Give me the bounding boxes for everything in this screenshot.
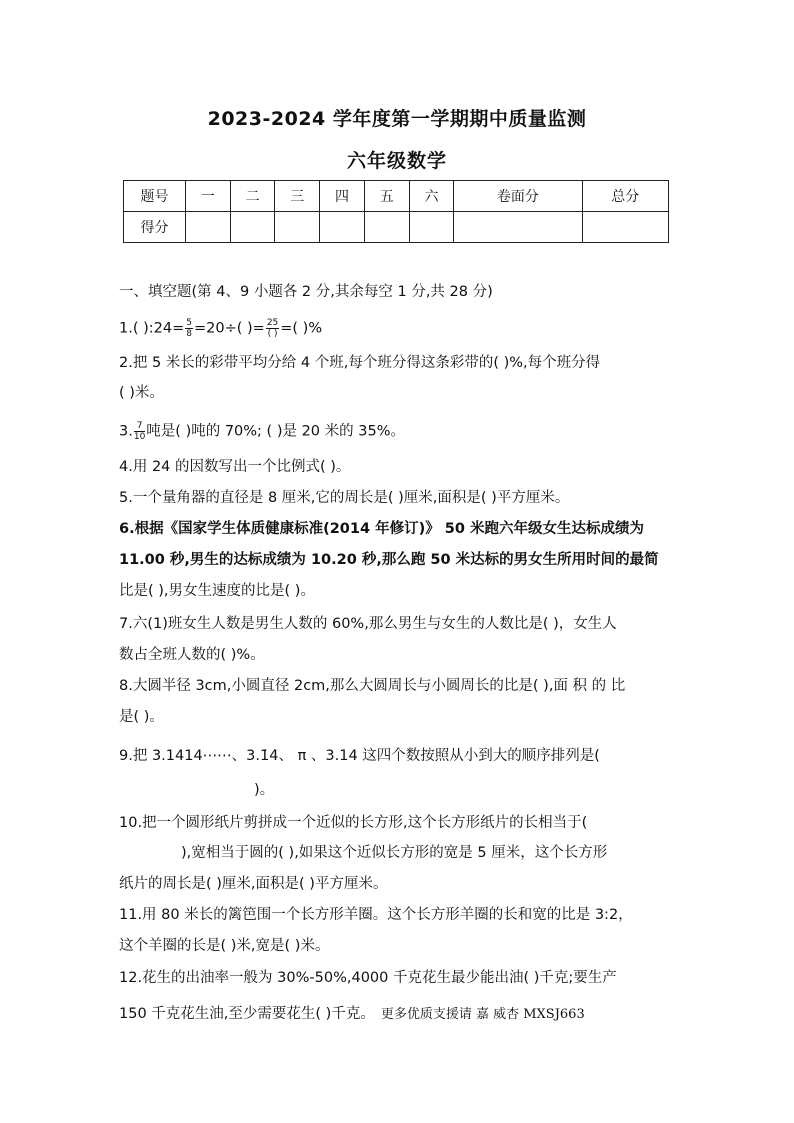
score-header-cell: 四 — [320, 181, 365, 212]
section-heading: 一、填空题(第 4、9 小题各 2 分,其余每空 1 分,共 28 分) — [119, 284, 493, 300]
q3-text: 吨是( )吨的 70%; ( )是 20 米的 35%。 — [146, 423, 405, 440]
question-8-line-2: 是( )。 — [119, 709, 164, 725]
q1-text-a: 1.( ):24= — [119, 320, 185, 337]
page-subtitle: 六年级数学 — [346, 150, 447, 172]
score-header-cell: 五 — [364, 181, 409, 212]
page-title: 2023-2024 学年度第一学期期中质量监测 — [207, 108, 587, 130]
q3-number: 3. — [119, 423, 133, 440]
q1-fraction-2 — [266, 318, 279, 339]
fraction-numerator: 25 — [266, 318, 279, 328]
q1-text-b: =20÷( )= — [193, 320, 265, 337]
question-11-line-1: 11.用 80 米长的篱笆围一个长方形羊圈。这个长方形羊圈的长和宽的比是 3:2， — [119, 907, 633, 923]
score-header-cell: 三 — [275, 181, 320, 212]
score-header-cell: 题号 — [124, 181, 186, 212]
score-cell[interactable] — [320, 212, 365, 243]
question-7-line-1: 7.六(1)班女生人数是男生人数的 60%,那么男生与女生的人数比是( )，女生人 — [119, 616, 617, 632]
score-cell[interactable] — [454, 212, 582, 243]
question-3 — [119, 421, 405, 442]
score-cell[interactable] — [582, 212, 668, 243]
score-cell[interactable] — [409, 212, 454, 243]
question-8-line-1: 8.大圆半径 3cm,小圆直径 2cm,那么大圆周长与小圆周长的比是( ),面 积 的 比 — [119, 678, 626, 694]
question-6-line-3: 比是( ),男女生速度的比是( )。 — [119, 583, 315, 599]
question-10-line-1: 10.把一个圆形纸片剪拼成一个近似的长方形,这个长方形纸片的长相当于( — [119, 815, 588, 831]
question-7-line-2: 数占全班人数的( )%。 — [119, 647, 265, 663]
score-cell[interactable] — [364, 212, 409, 243]
score-header-cell: 卷面分 — [454, 181, 582, 212]
score-cell[interactable] — [275, 212, 320, 243]
question-12-line-2 — [119, 1004, 585, 1025]
score-table-header-row — [124, 181, 669, 212]
question-11-line-2: 这个羊圈的长是( )米,宽是( )米。 — [119, 938, 330, 954]
score-table-score-row — [124, 212, 669, 243]
score-cell[interactable] — [186, 212, 231, 243]
question-10-line-2: ),宽相当于圆的( ),如果这个近似长方形的宽是 5 厘米，这个长方形 — [181, 845, 608, 861]
fraction-denominator: 8 — [186, 329, 192, 339]
score-row-label: 得分 — [124, 212, 186, 243]
question-6-line-2: 11.00 秒,男生的达标成绩为 10.20 秒,那么跑 50 米达标的男女生所用时间的最简 — [119, 552, 659, 568]
question-9-line-2: )。 — [254, 782, 275, 798]
fraction-numerator: 7 — [134, 421, 145, 432]
watermark-text: 更多优质支援请 嘉 威杏 MXSJ663 — [380, 1007, 585, 1022]
fraction-denominator: 10 — [133, 432, 146, 442]
question-1 — [119, 318, 322, 339]
fraction-denominator: ( ) — [267, 329, 278, 339]
question-4: 4.用 24 的因数写出一个比例式( )。 — [119, 459, 351, 475]
fraction-numerator: 5 — [186, 318, 192, 328]
q3-fraction — [134, 421, 145, 442]
score-header-cell: 一 — [186, 181, 231, 212]
question-5: 5.一个量角器的直径是 8 厘米,它的周长是( )厘米,面积是( )平方厘米。 — [119, 490, 570, 506]
q12-text: 150 千克花生油,至少需要花生( )千克。 — [119, 1006, 375, 1022]
question-9-line-1: 9.把 3.1414⋯⋯、3.1̇4̇、 π 、3.14 这四个数按照从小到大的顺序排列是( — [119, 748, 600, 764]
score-table — [123, 180, 669, 243]
q1-fraction-1 — [185, 318, 193, 339]
question-2-line-2: ( )米。 — [119, 385, 164, 401]
question-6-line-1: 6.根据《国家学生体质健康标准(2014 年修订)》 50 米跑六年级女生达标成绩为 — [119, 521, 645, 537]
score-header-cell: 总分 — [582, 181, 668, 212]
question-12-line-1: 12.花生的出油率一般为 30%-50%,4000 千克花生最少能出油( )千克;要生产 — [119, 970, 617, 986]
question-2-line-1: 2.把 5 米长的彩带平均分给 4 个班,每个班分得这条彩带的( )%,每个班分得 — [119, 355, 601, 371]
question-10-line-3: 纸片的周长是( )厘米,面积是( )平方厘米。 — [119, 876, 388, 892]
score-cell[interactable] — [230, 212, 275, 243]
q1-text-c: =( )% — [280, 320, 323, 337]
score-header-cell: 六 — [409, 181, 454, 212]
score-header-cell: 二 — [230, 181, 275, 212]
